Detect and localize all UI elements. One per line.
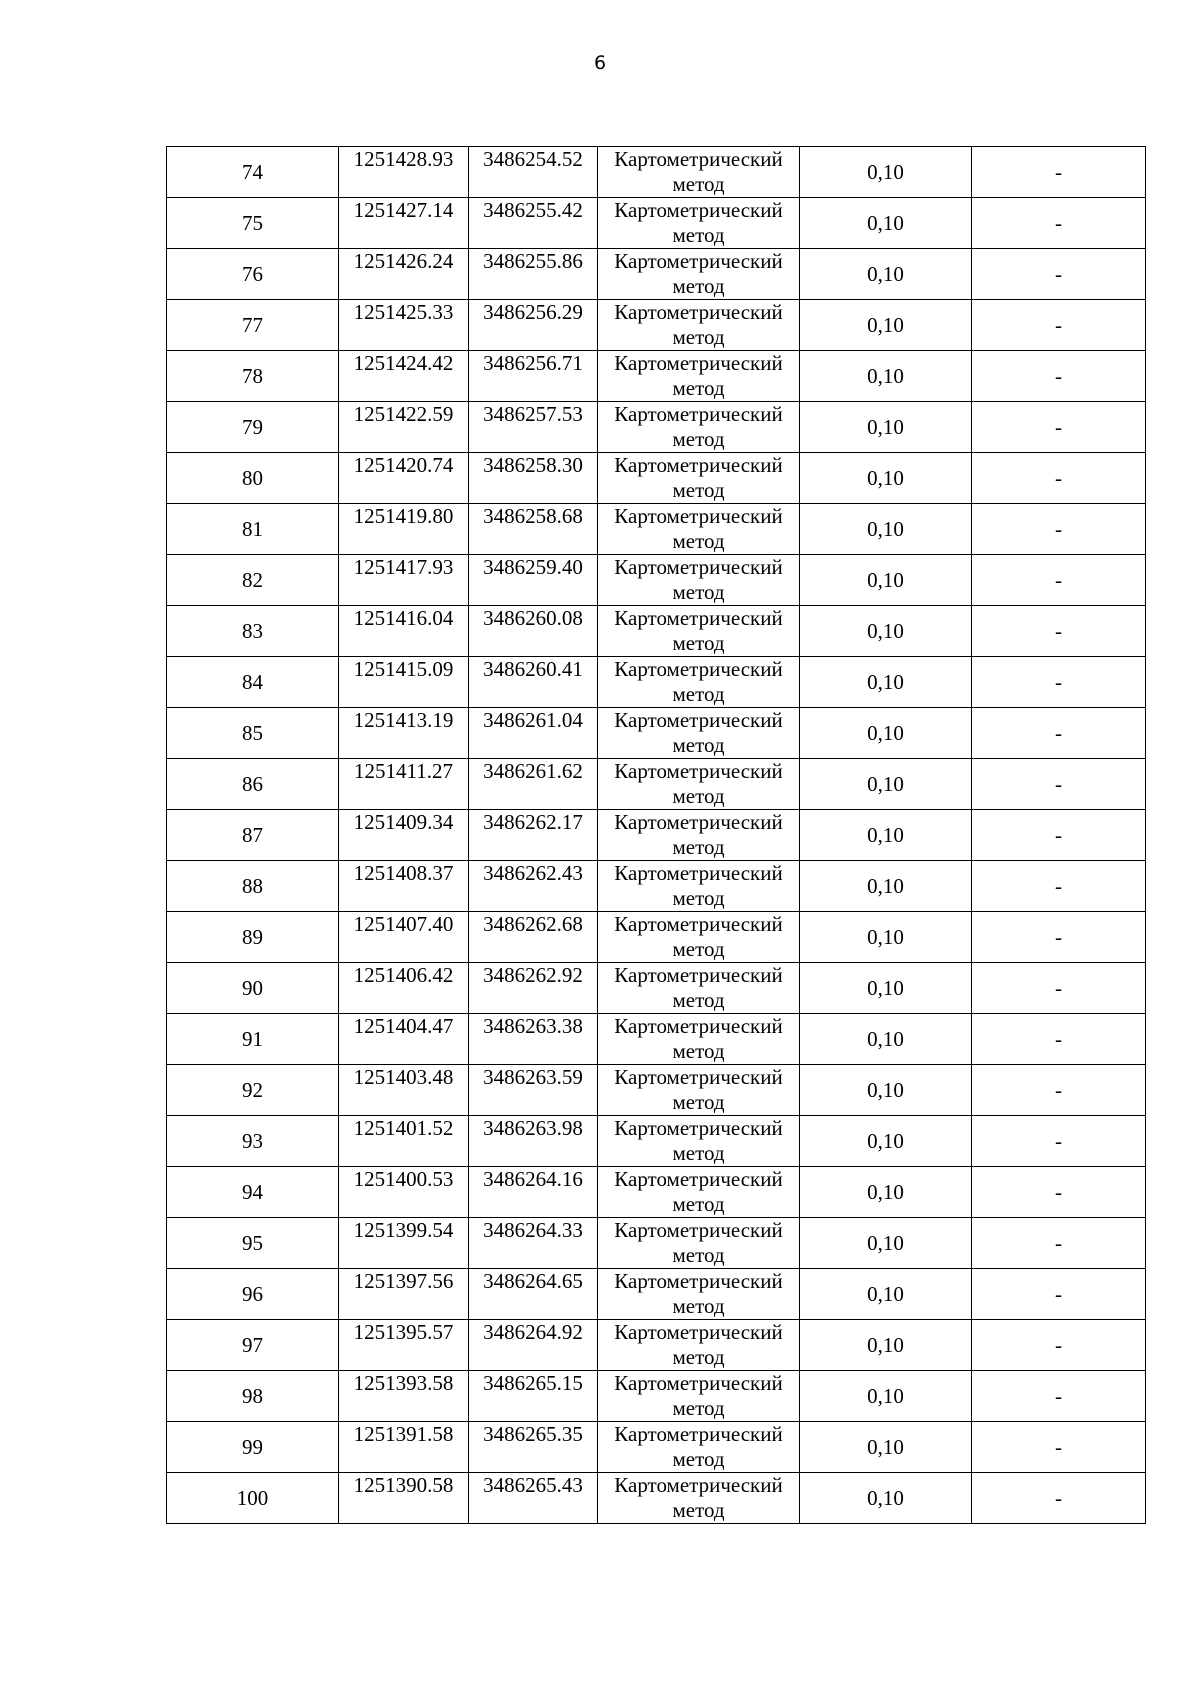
note-cell: - [972, 708, 1146, 759]
x-coordinate-cell: 1251393.58 [339, 1371, 469, 1422]
point-number-cell: 84 [167, 657, 339, 708]
point-number-cell: 94 [167, 1167, 339, 1218]
y-coordinate-cell: 3486265.15 [469, 1371, 598, 1422]
point-number-cell: 92 [167, 1065, 339, 1116]
note-cell: - [972, 1371, 1146, 1422]
y-coordinate-cell: 3486256.71 [469, 351, 598, 402]
x-coordinate-cell: 1251427.14 [339, 198, 469, 249]
table-row [167, 351, 1146, 402]
y-coordinate-cell: 3486259.40 [469, 555, 598, 606]
table-row [167, 1371, 1146, 1422]
x-coordinate-cell: 1251399.54 [339, 1218, 469, 1269]
method-cell: Картометрический метод [598, 351, 800, 402]
note-cell: - [972, 861, 1146, 912]
note-cell: - [972, 1065, 1146, 1116]
table-row [167, 453, 1146, 504]
accuracy-cell: 0,10 [800, 453, 972, 504]
x-coordinate-cell: 1251408.37 [339, 861, 469, 912]
accuracy-cell: 0,10 [800, 1218, 972, 1269]
method-cell: Картометрический метод [598, 759, 800, 810]
point-number-cell: 81 [167, 504, 339, 555]
y-coordinate-cell: 3486263.38 [469, 1014, 598, 1065]
method-cell: Картометрический метод [598, 402, 800, 453]
x-coordinate-cell: 1251413.19 [339, 708, 469, 759]
x-coordinate-cell: 1251391.58 [339, 1422, 469, 1473]
accuracy-cell: 0,10 [800, 657, 972, 708]
y-coordinate-cell: 3486264.65 [469, 1269, 598, 1320]
y-coordinate-cell: 3486257.53 [469, 402, 598, 453]
method-cell: Картометрический метод [598, 1014, 800, 1065]
method-cell: Картометрический метод [598, 657, 800, 708]
table-row [167, 810, 1146, 861]
note-cell: - [972, 1167, 1146, 1218]
note-cell: - [972, 1218, 1146, 1269]
x-coordinate-cell: 1251400.53 [339, 1167, 469, 1218]
point-number-cell: 74 [167, 147, 339, 198]
x-coordinate-cell: 1251406.42 [339, 963, 469, 1014]
point-number-cell: 93 [167, 1116, 339, 1167]
note-cell: - [972, 912, 1146, 963]
note-cell: - [972, 504, 1146, 555]
accuracy-cell: 0,10 [800, 1320, 972, 1371]
accuracy-cell: 0,10 [800, 1116, 972, 1167]
point-number-cell: 85 [167, 708, 339, 759]
table-row [167, 249, 1146, 300]
method-cell: Картометрический метод [598, 1422, 800, 1473]
note-cell: - [972, 555, 1146, 606]
x-coordinate-cell: 1251411.27 [339, 759, 469, 810]
table-row [167, 147, 1146, 198]
accuracy-cell: 0,10 [800, 147, 972, 198]
point-number-cell: 88 [167, 861, 339, 912]
y-coordinate-cell: 3486265.35 [469, 1422, 598, 1473]
point-number-cell: 79 [167, 402, 339, 453]
x-coordinate-cell: 1251419.80 [339, 504, 469, 555]
y-coordinate-cell: 3486264.16 [469, 1167, 598, 1218]
accuracy-cell: 0,10 [800, 810, 972, 861]
x-coordinate-cell: 1251417.93 [339, 555, 469, 606]
note-cell: - [972, 1116, 1146, 1167]
accuracy-cell: 0,10 [800, 198, 972, 249]
note-cell: - [972, 963, 1146, 1014]
x-coordinate-cell: 1251404.47 [339, 1014, 469, 1065]
method-cell: Картометрический метод [598, 708, 800, 759]
note-cell: - [972, 300, 1146, 351]
table-row [167, 1422, 1146, 1473]
point-number-cell: 89 [167, 912, 339, 963]
accuracy-cell: 0,10 [800, 1014, 972, 1065]
y-coordinate-cell: 3486256.29 [469, 300, 598, 351]
method-cell: Картометрический метод [598, 1320, 800, 1371]
y-coordinate-cell: 3486262.17 [469, 810, 598, 861]
point-number-cell: 95 [167, 1218, 339, 1269]
y-coordinate-cell: 3486261.04 [469, 708, 598, 759]
point-number-cell: 78 [167, 351, 339, 402]
method-cell: Картометрический метод [598, 1065, 800, 1116]
method-cell: Картометрический метод [598, 861, 800, 912]
accuracy-cell: 0,10 [800, 1167, 972, 1218]
method-cell: Картометрический метод [598, 555, 800, 606]
accuracy-cell: 0,10 [800, 1422, 972, 1473]
accuracy-cell: 0,10 [800, 351, 972, 402]
method-cell: Картометрический метод [598, 1167, 800, 1218]
point-number-cell: 77 [167, 300, 339, 351]
table-row [167, 912, 1146, 963]
method-cell: Картометрический метод [598, 249, 800, 300]
x-coordinate-cell: 1251425.33 [339, 300, 469, 351]
coordinates-table-body [167, 147, 1146, 1524]
accuracy-cell: 0,10 [800, 912, 972, 963]
x-coordinate-cell: 1251422.59 [339, 402, 469, 453]
coordinates-table [166, 146, 1146, 1524]
note-cell: - [972, 453, 1146, 504]
x-coordinate-cell: 1251403.48 [339, 1065, 469, 1116]
x-coordinate-cell: 1251401.52 [339, 1116, 469, 1167]
table-row [167, 402, 1146, 453]
page-number: 6 [593, 52, 607, 74]
accuracy-cell: 0,10 [800, 555, 972, 606]
y-coordinate-cell: 3486254.52 [469, 147, 598, 198]
accuracy-cell: 0,10 [800, 1473, 972, 1524]
method-cell: Картометрический метод [598, 1473, 800, 1524]
y-coordinate-cell: 3486262.68 [469, 912, 598, 963]
table-row [167, 1116, 1146, 1167]
table-row [167, 759, 1146, 810]
y-coordinate-cell: 3486263.59 [469, 1065, 598, 1116]
y-coordinate-cell: 3486261.62 [469, 759, 598, 810]
point-number-cell: 80 [167, 453, 339, 504]
y-coordinate-cell: 3486255.86 [469, 249, 598, 300]
y-coordinate-cell: 3486264.92 [469, 1320, 598, 1371]
table-row [167, 1065, 1146, 1116]
accuracy-cell: 0,10 [800, 759, 972, 810]
table-row [167, 198, 1146, 249]
table-row [167, 300, 1146, 351]
method-cell: Картометрический метод [598, 810, 800, 861]
note-cell: - [972, 147, 1146, 198]
method-cell: Картометрический метод [598, 147, 800, 198]
point-number-cell: 86 [167, 759, 339, 810]
accuracy-cell: 0,10 [800, 963, 972, 1014]
y-coordinate-cell: 3486262.92 [469, 963, 598, 1014]
y-coordinate-cell: 3486260.41 [469, 657, 598, 708]
note-cell: - [972, 810, 1146, 861]
note-cell: - [972, 402, 1146, 453]
y-coordinate-cell: 3486262.43 [469, 861, 598, 912]
note-cell: - [972, 1473, 1146, 1524]
accuracy-cell: 0,10 [800, 861, 972, 912]
table-row [167, 657, 1146, 708]
y-coordinate-cell: 3486265.43 [469, 1473, 598, 1524]
note-cell: - [972, 198, 1146, 249]
method-cell: Картометрический метод [598, 912, 800, 963]
x-coordinate-cell: 1251409.34 [339, 810, 469, 861]
note-cell: - [972, 1014, 1146, 1065]
point-number-cell: 99 [167, 1422, 339, 1473]
x-coordinate-cell: 1251395.57 [339, 1320, 469, 1371]
x-coordinate-cell: 1251390.58 [339, 1473, 469, 1524]
point-number-cell: 83 [167, 606, 339, 657]
point-number-cell: 100 [167, 1473, 339, 1524]
note-cell: - [972, 1320, 1146, 1371]
point-number-cell: 82 [167, 555, 339, 606]
note-cell: - [972, 1422, 1146, 1473]
accuracy-cell: 0,10 [800, 1371, 972, 1422]
accuracy-cell: 0,10 [800, 249, 972, 300]
note-cell: - [972, 351, 1146, 402]
table-row [167, 708, 1146, 759]
table-row [167, 504, 1146, 555]
table-row [167, 861, 1146, 912]
point-number-cell: 90 [167, 963, 339, 1014]
accuracy-cell: 0,10 [800, 708, 972, 759]
point-number-cell: 76 [167, 249, 339, 300]
x-coordinate-cell: 1251415.09 [339, 657, 469, 708]
method-cell: Картометрический метод [598, 1116, 800, 1167]
x-coordinate-cell: 1251420.74 [339, 453, 469, 504]
x-coordinate-cell: 1251397.56 [339, 1269, 469, 1320]
table-row [167, 1269, 1146, 1320]
y-coordinate-cell: 3486258.30 [469, 453, 598, 504]
point-number-cell: 87 [167, 810, 339, 861]
point-number-cell: 97 [167, 1320, 339, 1371]
method-cell: Картометрический метод [598, 300, 800, 351]
x-coordinate-cell: 1251426.24 [339, 249, 469, 300]
note-cell: - [972, 759, 1146, 810]
method-cell: Картометрический метод [598, 198, 800, 249]
y-coordinate-cell: 3486263.98 [469, 1116, 598, 1167]
accuracy-cell: 0,10 [800, 1065, 972, 1116]
table-row [167, 1320, 1146, 1371]
method-cell: Картометрический метод [598, 1371, 800, 1422]
method-cell: Картометрический метод [598, 453, 800, 504]
method-cell: Картометрический метод [598, 504, 800, 555]
point-number-cell: 96 [167, 1269, 339, 1320]
x-coordinate-cell: 1251428.93 [339, 147, 469, 198]
table-row [167, 555, 1146, 606]
note-cell: - [972, 1269, 1146, 1320]
accuracy-cell: 0,10 [800, 402, 972, 453]
note-cell: - [972, 249, 1146, 300]
method-cell: Картометрический метод [598, 606, 800, 657]
point-number-cell: 98 [167, 1371, 339, 1422]
table-row [167, 606, 1146, 657]
y-coordinate-cell: 3486260.08 [469, 606, 598, 657]
table-row [167, 1473, 1146, 1524]
y-coordinate-cell: 3486255.42 [469, 198, 598, 249]
x-coordinate-cell: 1251424.42 [339, 351, 469, 402]
note-cell: - [972, 657, 1146, 708]
accuracy-cell: 0,10 [800, 1269, 972, 1320]
method-cell: Картометрический метод [598, 1269, 800, 1320]
y-coordinate-cell: 3486258.68 [469, 504, 598, 555]
point-number-cell: 75 [167, 198, 339, 249]
note-cell: - [972, 606, 1146, 657]
y-coordinate-cell: 3486264.33 [469, 1218, 598, 1269]
table-row [167, 1167, 1146, 1218]
method-cell: Картометрический метод [598, 1218, 800, 1269]
accuracy-cell: 0,10 [800, 606, 972, 657]
x-coordinate-cell: 1251416.04 [339, 606, 469, 657]
table-row [167, 1218, 1146, 1269]
table-row [167, 1014, 1146, 1065]
method-cell: Картометрический метод [598, 963, 800, 1014]
accuracy-cell: 0,10 [800, 300, 972, 351]
x-coordinate-cell: 1251407.40 [339, 912, 469, 963]
table-row [167, 963, 1146, 1014]
point-number-cell: 91 [167, 1014, 339, 1065]
accuracy-cell: 0,10 [800, 504, 972, 555]
